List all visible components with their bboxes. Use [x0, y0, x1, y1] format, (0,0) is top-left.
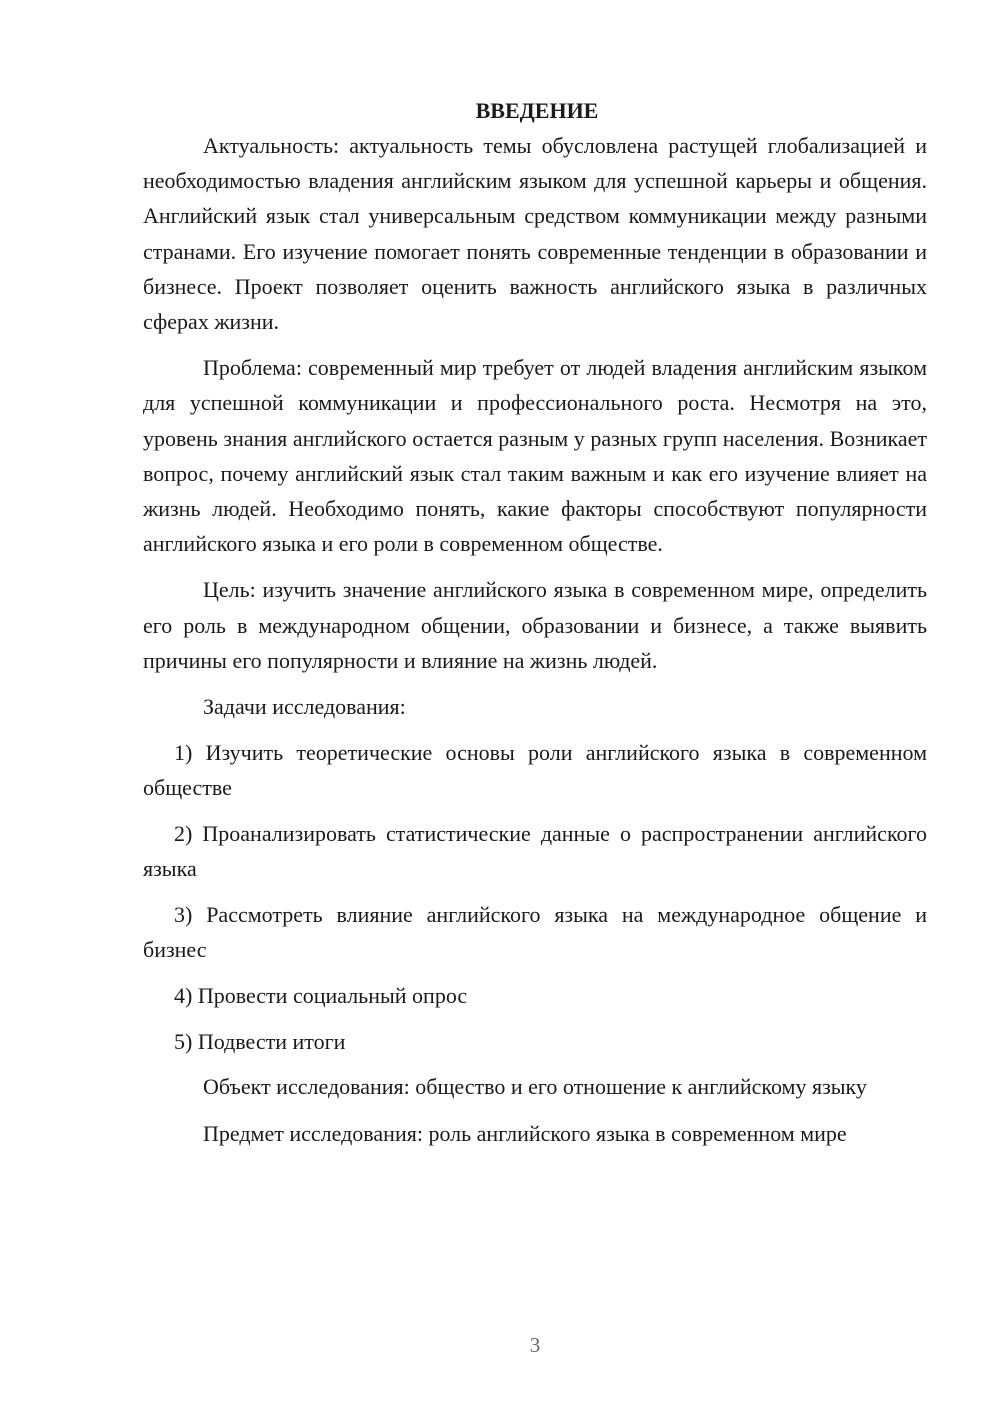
subject-paragraph: Предмет исследования: роль английского языка в современном мире — [203, 1120, 847, 1146]
list-item: 4) Провести социальный опрос — [174, 982, 468, 1008]
page-title: ВВЕДЕНИЕ — [475, 98, 599, 123]
relevance-paragraph: Актуальность: актуальность темы обусловлена растущей глобализацией и необходимостью владения английским языком для успешной карьеры и общения. Английский язык стал универсальным средством коммуникации между разными странами. Его изучение помогает понять современные тенденции в образовании и бизнесе. Проект позволяет оценить важность английского языка в различных сферах жизни. — [143, 133, 927, 335]
page-number: 3 — [529, 1333, 541, 1357]
list-item: 5) Подвести итоги — [174, 1028, 346, 1054]
list-item: 2) Проанализировать статистические данные о распространении английского языка — [143, 821, 927, 882]
tasks-heading: Задачи исследования: — [203, 694, 406, 720]
list-item: 3) Рассмотреть влияние английского языка на международное общение и бизнес — [143, 902, 927, 963]
list-item: 1) Изучить теоретические основы роли английского языка в современном обществе — [143, 740, 927, 801]
document-page — [143, 94, 927, 1162]
goal-paragraph: Цель: изучить значение английского языка в современном мире, определить его роль в международном общении, образовании и бизнесе, а также выявить причины его популярности и влияние на жизнь людей. — [143, 577, 927, 673]
tasks-list — [143, 735, 927, 1059]
problem-paragraph: Проблема: современный мир требует от людей владения английским языком для успешной коммуникации и профессионального роста. Несмотря на это, уровень знания английского остается разным у разных групп населения. Возникает вопрос, почему английский язык стал таким важным и как его изучение влияет на жизнь людей. Необходимо понять, какие факторы способствуют популярности английского языка и его роли в современном обществе. — [143, 355, 927, 557]
object-paragraph: Объект исследования: общество и его отношение к английскому языку — [203, 1074, 867, 1100]
